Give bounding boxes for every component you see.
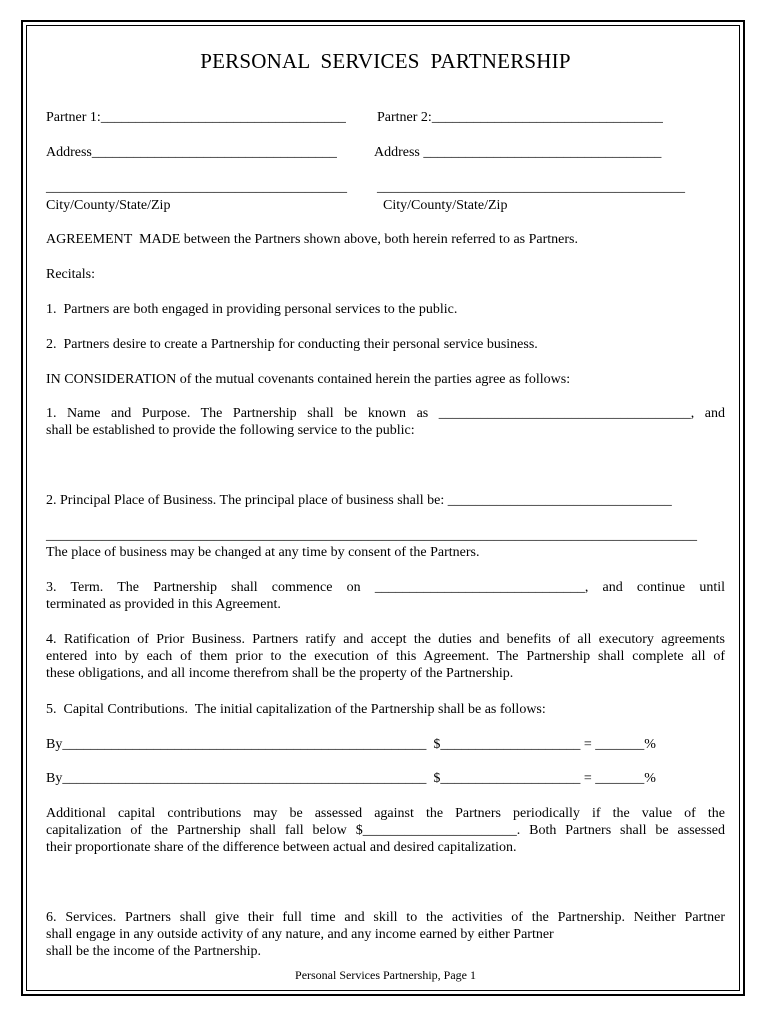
section-1-name-purpose [46,405,725,439]
recitals-heading: Recitals: [46,267,95,282]
section-3-term [46,579,725,613]
section-1-line-1: 1. Name and Purpose. The Partnership shall be known as ____________________________________, and [46,406,725,421]
city1-label: City/County/State/Zip [46,198,171,213]
section-4-ratification [46,631,725,682]
capital-by-line-1: By____________________________________________________ $____________________ = _______% [46,737,656,752]
section-4-line-2: entered into by each of them prior to the execution of this Agreement. The Partnership shall complete all of [46,649,725,664]
section-1-line-2: shall be established to provide the following service to the public: [46,423,415,438]
section-3-line-2: terminated as provided in this Agreement. [46,597,281,612]
city2-label: City/County/State/Zip [383,198,508,213]
city1-blank-line: ___________________________________________ [46,180,347,195]
city2-blank-line: ____________________________________________ [377,180,685,195]
section-2-line-3: The place of business may be changed at any time by consent of the Partners. [46,545,480,560]
recital-2: 2. Partners desire to create a Partnership for conducting their personal service business. [46,337,538,352]
section-5-add-line-2: capitalization of the Partnership shall fall below $______________________. Both Partners shall be assessed [46,823,725,838]
page-footer: Personal Services Partnership, Page 1 [295,968,476,982]
partner2-field: Partner 2:_________________________________ [377,110,663,125]
section-2-line-1: 2. Principal Place of Business. The principal place of business shall be: ________________________________ [46,493,672,508]
section-6-line-2: shall engage in any outside activity of any nature, and any income earned by either Partner [46,927,554,942]
recital-1: 1. Partners are both engaged in providing personal services to the public. [46,302,458,317]
consideration-text: IN CONSIDERATION of the mutual covenants contained herein the parties agree as follows: [46,372,571,387]
section-4-line-3: these obligations, and all income therefrom shall be the property of the Partnership. [46,666,514,681]
section-6-line-3: shall be the income of the Partnership. [46,944,261,959]
section-5-add-line-3: their proportionate share of the difference between actual and desired capitalization. [46,840,517,855]
section-2-blank-line: _____________________________________________________________________________________________ [46,528,697,543]
capital-by-line-2: By____________________________________________________ $____________________ = _______% [46,771,656,786]
section-6-line-1: 6. Services. Partners shall give their full time and skill to the activities of the Partnership. Neither Partner [46,910,725,925]
section-6-services [46,909,725,960]
section-4-line-1: 4. Ratification of Prior Business. Partners ratify and accept the duties and benefits of all executory agreements [46,632,725,647]
section-2-place-of-business [46,492,725,509]
address1-field: Address___________________________________ [46,145,337,160]
document-title: PERSONAL SERVICES PARTNERSHIP [200,49,571,73]
partner1-field: Partner 1:___________________________________ [46,110,346,125]
address2-field: Address __________________________________ [374,145,662,160]
section-5-add-line-1: Additional capital contributions may be assessed against the Partners periodically if the value of the [46,806,725,821]
section-5-line-1: 5. Capital Contributions. The initial capitalization of the Partnership shall be as follows: [46,702,546,717]
agreement-text: AGREEMENT MADE between the Partners shown above, both herein referred to as Partners. [46,232,578,247]
section-5-additional-capital [46,805,725,856]
section-3-line-1: 3. Term. The Partnership shall commence on ______________________________, and continue until [46,580,725,595]
